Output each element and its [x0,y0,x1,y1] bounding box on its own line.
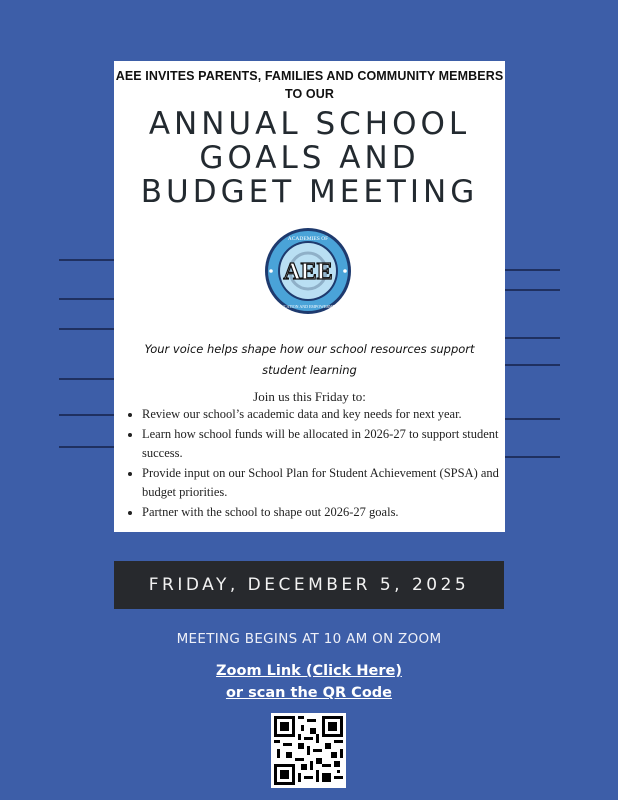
decorative-line [505,364,560,366]
school-seal-logo-icon [258,226,358,316]
title-line-1: ANNUAL SCHOOL [148,106,471,142]
invite-heading [114,67,505,103]
zoom-links [0,660,618,704]
svg-text:EDUCATION AND EMPOWERMENT: EDUCATION AND EMPOWERMENT [275,304,341,309]
decorative-line [59,328,114,330]
invite-line-2: TO OUR [285,87,334,101]
date-banner [114,561,504,609]
zoom-link[interactable]: Zoom Link (Click Here) [216,663,402,679]
list-item: • Provide input on our School Plan for Student Achievement (SPSA) and budget priorities. [142,464,518,503]
decorative-line [59,298,114,300]
tagline: Your voice helps shape how our school resources support student learning [144,342,475,377]
list-item: • Review our school’s academic data and key needs for next year. [142,405,518,425]
svg-text:AEE: AEE [283,259,333,285]
decorative-line [59,378,114,380]
decorative-line [505,269,560,271]
svg-text:ACADEMIES OF: ACADEMIES OF [287,236,329,242]
meeting-time: MEETING BEGINS AT 10 AM ON ZOOM [176,631,442,647]
flyer-card [114,61,505,532]
decorative-line [59,259,114,261]
title-line-3: BUDGET MEETING [140,174,479,210]
agenda-list [124,405,518,522]
list-item: • Learn how school funds will be allocated in 2026-27 to support student success. [142,425,518,464]
invite-line-1: AEE INVITES PARENTS, FAMILIES AND COMMUNITY MEMBERS [115,69,504,83]
join-heading: Join us this Friday to: [253,389,366,404]
decorative-line [505,289,560,291]
title-line-2: GOALS AND [199,140,420,176]
list-item: • Partner with the school to shape out 2026-27 goals. [142,503,518,523]
decorative-line [59,446,114,448]
qr-instruction: or scan the QR Code [225,685,393,701]
event-date: FRIDAY, DECEMBER 5, 2025 [148,575,470,595]
decorative-line [59,414,114,416]
decorative-line [505,337,560,339]
qr-code-icon[interactable] [271,713,346,788]
page-title [114,107,505,209]
